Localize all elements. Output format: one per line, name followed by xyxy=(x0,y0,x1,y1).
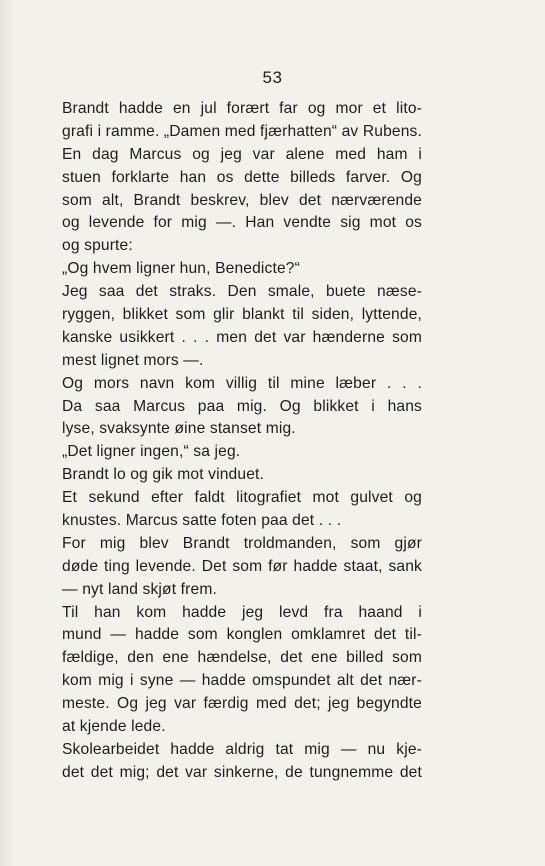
text-line: mest lignet mors —. xyxy=(62,351,204,369)
text-line: For mig blev Brandt troldmanden, som gjør xyxy=(62,534,422,552)
text-line: Da saa Marcus paa mig. Og blikket i hans xyxy=(62,397,422,415)
text-line: det det mig; det var sinkerne, de tungnemme det xyxy=(62,763,422,781)
text-line: lyse, svaksynte øine stanset mig. xyxy=(62,420,296,438)
body-text xyxy=(62,98,422,785)
text-line: „Og hvem ligner hun, Benedicte?“ xyxy=(62,260,300,278)
text-line: Til han kom hadde jeg levd fra haand i xyxy=(62,603,422,621)
text-line: „Det ligner ingen,“ sa jeg. xyxy=(62,443,241,461)
text-line: meste. Og jeg var færdig med det; jeg begyndte xyxy=(62,695,422,713)
text-line: Brandt lo og gik mot vinduet. xyxy=(62,466,264,484)
text-line: og spurte: xyxy=(62,237,133,255)
text-line: som alt, Brandt beskrev, blev det nærværende xyxy=(62,191,422,209)
text-line: fældige, den ene hændelse, det ene billed som xyxy=(62,649,422,667)
text-line: kanske usikkert . . . men det var hænderne som xyxy=(62,328,422,346)
text-line: — nyt land skjøt frem. xyxy=(62,580,217,598)
page-edge-shadow xyxy=(0,0,14,866)
text-line: En dag Marcus og jeg var alene med ham i xyxy=(62,145,422,163)
text-line: Skolearbeidet hadde aldrig tat mig — nu kje- xyxy=(62,740,422,758)
page-number: 53 xyxy=(262,68,283,87)
text-line: ryggen, blikket som glir blankt til siden, lyttende, xyxy=(62,306,422,324)
text-line: Jeg saa det straks. Den smale, buete næse- xyxy=(62,283,422,301)
text-line: mund — hadde som konglen omklamret det til- xyxy=(62,626,422,644)
text-line: kom mig i syne — hadde omspundet alt det nær- xyxy=(62,672,422,690)
text-line: Et sekund efter faldt litografiet mot gulvet og xyxy=(62,489,422,507)
text-line: og levende for mig —. Han vendte sig mot os xyxy=(62,214,422,232)
text-line: grafi i ramme. „Damen med fjærhatten“ av Rubens. xyxy=(62,122,422,140)
text-line: døde ting levende. Det som før hadde staat, sank xyxy=(62,557,422,575)
text-line: at kjende lede. xyxy=(62,718,166,736)
text-line: Og mors navn kom villig til mine læber . . . xyxy=(62,374,422,392)
text-line: knustes. Marcus satte foten paa det . . . xyxy=(62,512,342,530)
text-line: Brandt hadde en jul forært far og mor et lito- xyxy=(62,100,422,117)
text-line: stuen forklarte han os dette billeds farver. Og xyxy=(62,168,422,186)
